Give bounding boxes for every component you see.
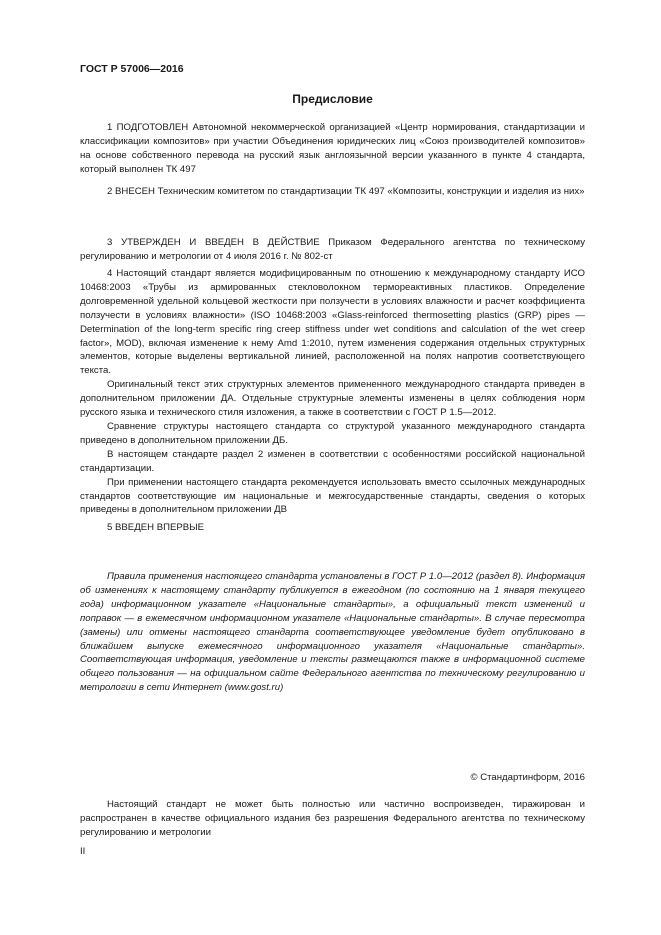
section-1: [80, 121, 585, 177]
application-notice: [80, 570, 585, 695]
section-5: [80, 521, 585, 535]
section-4-paragraph: В настоящем стандарте раздел 2 изменен в соответствии с особенностями российской национальной стандартизации.: [80, 448, 585, 474]
section-4-paragraph: При применении настоящего стандарта рекомендуется использовать вместо ссылочных международных стандартов соответствующие им национальные и межгосударственные стандарты, сведения о которых приведены в дополнительном приложении ДВ: [80, 476, 585, 516]
section-3: [80, 236, 585, 264]
section-5-text: 5 ВВЕДЕН ВПЕРВЫЕ: [107, 522, 205, 533]
section-2: [80, 185, 585, 199]
reproduction-notice-text: Настоящий стандарт не может быть полностью или частично воспроизведен, тиражирован и распространен в качестве официального издания без разрешения Федерального агентства по техническому регулированию и метрологии: [80, 799, 585, 838]
section-4-paragraph: Оригинальный текст этих структурных элементов примененного международного стандарта приведен в дополнительном приложении ДА. Отдельные структурные элементы изменены в целях соблюдения норм русского языка и технического стиля изложения, а также в соответствии с ГОСТ Р 1.5—2012.: [80, 379, 585, 419]
page-number: II: [80, 846, 86, 857]
section-3-text: 3 УТВЕРЖДЕН И ВВЕДЕН В ДЕЙСТВИЕ Приказом Федерального агентства по техническому регулированию и метрологии от 4 июля 2016 г. № 802-ст: [80, 237, 585, 262]
section-1-text: 1 ПОДГОТОВЛЕН Автономной некоммерческой организацией «Центр нормирования, стандартизации и классификации композитов» при участии Объединения юридических лиц «Союз производителей композитов» на основе собственного перевода на русский язык англоязычной версии указанного в пункте 4 стандарта, который выполнен ТК 497: [80, 122, 585, 175]
section-2-text: 2 ВНЕСЕН Техническим комитетом по стандартизации ТК 497 «Композиты, конструкции и изделия из них»: [107, 186, 585, 197]
section-4: [80, 267, 585, 517]
section-4-paragraph: 4 Настоящий стандарт является модифицированным по отношению к международному стандарту ИСО 10468:2003 «Трубы из армированных стекловолокном термореактивных пластиков. Определение долговременной удельной кольцевой жесткости при ползучести в условиях влажности и расчет коэффициента ползучести в условиях влажности» (ISO 10468:2003 «Glass-reinforced thermosetting plastics (GRP) pipes — Determination of the long-term specific ring creep stiffness under wet conditions and calculation of the wet creep factor», MOD), включая изменение к нему Amd 1:2010, путем изменения содержания отдельных структурных элементов, которые выделены вертикальной линией, расположенной на полях напротив соответствующего текста.: [80, 268, 585, 377]
application-notice-text: Правила применения настоящего стандарта установлены в ГОСТ Р 1.0—2012 (раздел 8). Информация об изменениях к настоящему стандарту публикуется в ежегодном (по состоянию на 1 января текущего года) информационном указателе «Национальные стандарты», а официальный текст изменений и поправок — в ежемесячном информационном указателе «Национальные стандарты». В случае пересмотра (замены) или отмены настоящего стандарта соответствующее уведомление будет опубликовано в ближайшем выпуске ежемесячного информационного указателя «Национальные стандарты». Соответствующая информация, уведомление и тексты размещаются также в информационной системе общего пользования — на официальном сайте Федерального агентства по техническому регулированию и метрологии в сети Интернет (www.gost.ru): [80, 571, 585, 694]
section-4-paragraph: Сравнение структуры настоящего стандарта со структурой указанного международного стандарта приведено в дополнительном приложении ДБ.: [80, 420, 585, 446]
page-title: Предисловие: [292, 92, 373, 106]
standard-id-header: ГОСТ Р 57006—2016: [80, 63, 184, 75]
reproduction-notice: [80, 798, 585, 840]
copyright: © Стандартинформ, 2016: [470, 772, 585, 783]
